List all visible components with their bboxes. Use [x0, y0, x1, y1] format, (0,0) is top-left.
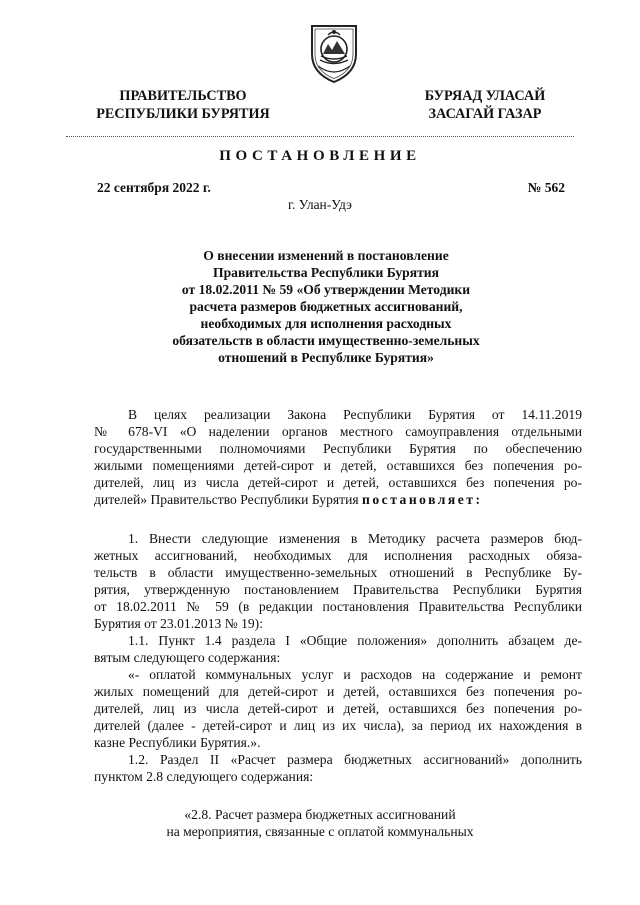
body-line: 1. Внести следующие изменения в Методику расчета размеров бюд- — [128, 531, 582, 546]
body-line: от 18.02.2011 № 59 (в редакции постановления Правительства Республики — [94, 599, 582, 614]
body-line: казне Республики Бурятия.». — [94, 735, 261, 750]
dotted-divider — [66, 136, 574, 137]
document-number: № 562 — [527, 180, 565, 195]
item-1-1-paragraph — [94, 632, 582, 751]
item-1-2-paragraph — [94, 751, 582, 785]
body-line: жетных ассигнований, необходимых для исполнения расходных обяза- — [94, 548, 582, 563]
body-line: жилыми помещениями детей-сирот и детей, оставшихся без попечения ро- — [94, 458, 582, 473]
header-right — [390, 87, 580, 123]
resolves-word: постановляет: — [362, 492, 483, 507]
body-line: 1.1. Пункт 1.4 раздела I «Общие положения» дополнить абзацем де- — [128, 633, 582, 648]
quote-title-line: «2.8. Расчет размера бюджетных ассигнований — [184, 807, 456, 822]
body-line: вятым следующего содержания: — [94, 650, 281, 665]
subject-line: обязательств в области имущественно-земельных — [172, 333, 480, 348]
subject-line: от 18.02.2011 № 59 «Об утверждении Методики — [181, 282, 471, 297]
subject-line: О внесении изменений в постановление — [203, 248, 449, 263]
subject-line: необходимых для исполнения расходных — [200, 316, 452, 331]
document-subject — [120, 247, 532, 366]
document-date: 22 сентября 2022 г. — [97, 180, 211, 195]
body-line: пунктом 2.8 следующего содержания: — [94, 769, 314, 784]
body-line: 1.2. Раздел II «Расчет размера бюджетных ассигнований» дополнить — [128, 752, 582, 767]
quote-title-line: на мероприятия, связанные с оплатой коммунальных — [166, 824, 474, 839]
body-line: «- оплатой коммунальных услуг и расходов на содержание и ремонт — [128, 667, 582, 682]
body-line: дителей, лиц из числа детей-сирот и детей, оставшихся без попечения ро- — [94, 701, 582, 716]
subject-line: расчета размеров бюджетных ассигнований, — [189, 299, 463, 314]
body-line: дителей, лиц из числа детей-сирот и детей, оставшихся без попечения ро- — [94, 475, 582, 490]
body-line-text: дителей» Правительство Республики Бурятия — [94, 492, 363, 507]
body-line: дителей (далее - детей-сирот и лиц из их числа), за период их нахождения в — [94, 718, 582, 733]
body-line — [94, 491, 582, 508]
item-1-paragraph — [94, 530, 582, 632]
header-right-line2: ЗАСАГАЙ ГАЗАР — [428, 106, 542, 122]
document-type-title: ПОСТАНОВЛЕНИЕ — [219, 148, 421, 164]
body-line: Бурятия от 23.01.2013 № 19): — [94, 616, 263, 631]
subject-line: отношений в Республике Бурятия» — [218, 350, 434, 365]
header-left — [78, 87, 288, 123]
body-line: жилых помещений для детей-сирот и детей, оставшихся без попечения ро- — [94, 684, 582, 699]
body-line: тельств в области имущественно-земельных отношений в Республике Бу- — [94, 565, 582, 580]
coat-of-arms-emblem — [306, 20, 362, 84]
header-right-line1: БУРЯАД УЛАСАЙ — [424, 88, 546, 104]
document-city: г. Улан-Удэ — [288, 197, 352, 212]
subject-line: Правительства Республики Бурятия — [213, 265, 439, 280]
body-line: № 678-VI «О наделении органов местного самоуправления отдельными — [94, 424, 582, 439]
header-left-line1: ПРАВИТЕЛЬСТВО — [119, 88, 247, 104]
body-line: государственными полномочиями Республики Бурятия по обеспечению — [94, 441, 582, 456]
header-left-line2: РЕСПУБЛИКИ БУРЯТИЯ — [96, 106, 270, 122]
preamble-paragraph — [94, 406, 582, 508]
body-line: рятия, утвержденную постановлением Правительства Республики Бурятия — [94, 582, 582, 597]
body-line: В целях реализации Закона Республики Бурятия от 14.11.2019 — [128, 407, 582, 422]
section-2-8-title — [100, 806, 540, 840]
